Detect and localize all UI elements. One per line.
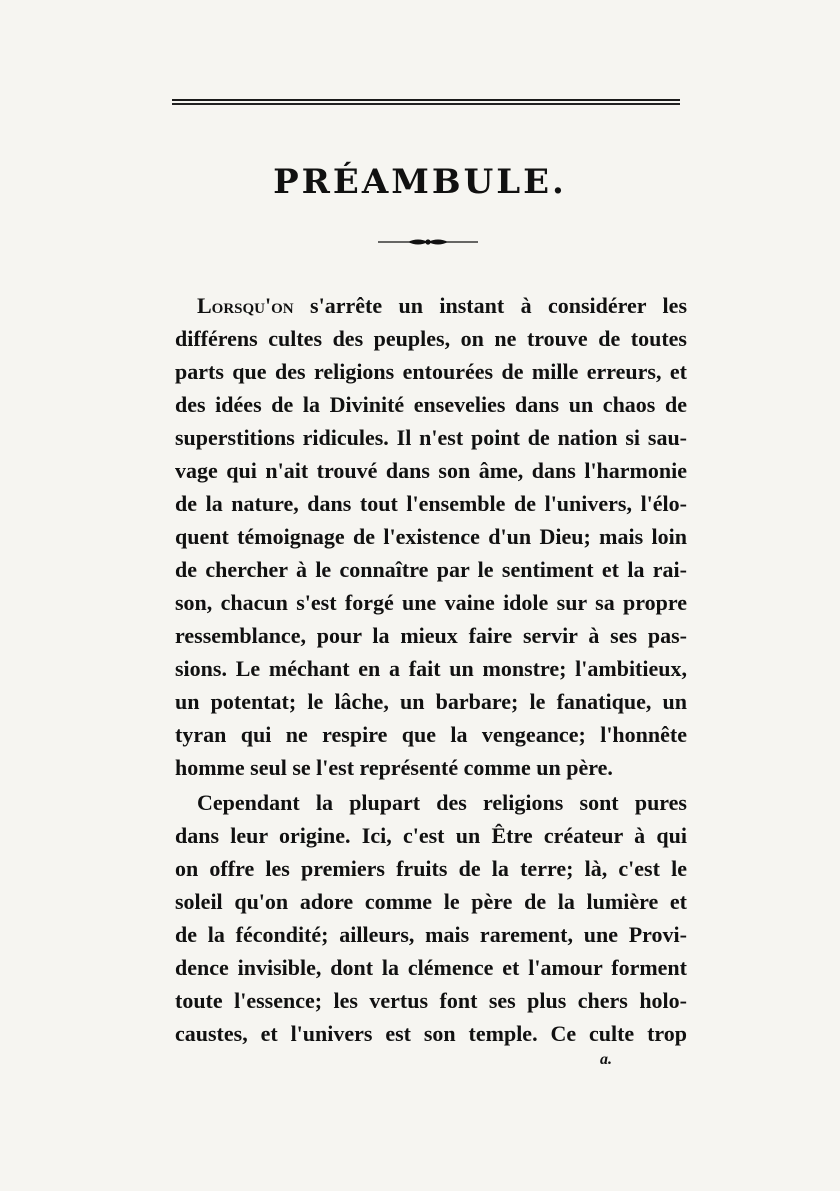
text-line-p1-1 [175, 289, 687, 322]
header-double-rule [172, 99, 680, 106]
rule-line-top [172, 99, 680, 101]
rule-line-bottom [172, 103, 680, 105]
text-line-p2-5: de la fécondité; ailleurs, mais rarement, une Provi- [175, 922, 687, 947]
text-line-p1-8: quent témoignage de l'existence d'un Dieu; mais loin [175, 524, 687, 549]
chapter-title: PRÉAMBULE. [273, 162, 567, 202]
text-line-p2-3: on offre les premiers fruits de la terre; là, c'est le [175, 856, 687, 881]
text-line-p1-2: différens cultes des peuples, on ne trouve de toutes [175, 326, 687, 351]
text-line-p2-2: dans leur origine. Ici, c'est un Être créateur à qui [175, 823, 687, 848]
text-line-p1-10: son, chacun s'est forgé une vaine idole sur sa propre [175, 590, 687, 615]
text-line-p1-11: ressemblance, pour la mieux faire servir à ses pas- [175, 623, 687, 648]
title-ornament [378, 236, 478, 248]
text-line-p2-6: dence invisible, dont la clémence et l'amour forment [175, 955, 687, 980]
text-line-p1-7: de la nature, dans tout l'ensemble de l'univers, l'élo- [175, 491, 687, 516]
text-line-p1-12: sions. Le méchant en a fait un monstre; l'ambitieux, [175, 656, 687, 681]
text-line-p2-1: Cependant la plupart des religions sont pures [197, 790, 687, 815]
text-line-p2-4: soleil qu'on adore comme le père de la lumière et [175, 889, 687, 914]
text-line-p2-8: caustes, et l'univers est son temple. Ce culte trop [175, 1021, 687, 1046]
text-line-p2-7: toute l'essence; les vertus font ses plus chers holo- [175, 988, 687, 1013]
text-line-fragment: s'arrête un instant à considérer les [293, 293, 687, 318]
text-line-p1-5: superstitions ridicules. Il n'est point de nation si sau- [175, 425, 687, 450]
text-line-p1-6: vage qui n'ait trouvé dans son âme, dans l'harmonie [175, 458, 687, 483]
text-line-p1-9: de chercher à le connaître par le sentiment et la rai- [175, 557, 687, 582]
text-line-p1-3: parts que des religions entourées de mille erreurs, et [175, 359, 687, 384]
lead-word: Lorsqu'on [197, 293, 294, 318]
text-line-p1-15: homme seul se l'est représenté comme un père. [175, 755, 613, 780]
signature-mark: a. [600, 1051, 612, 1068]
body-text [175, 289, 687, 1050]
text-line-p1-4: des idées de la Divinité ensevelies dans un chaos de [175, 392, 687, 417]
text-line-p1-14: tyran qui ne respire que la vengeance; l'honnête [175, 722, 687, 747]
text-line-p1-13: un potentat; le lâche, un barbare; le fanatique, un [175, 689, 687, 714]
